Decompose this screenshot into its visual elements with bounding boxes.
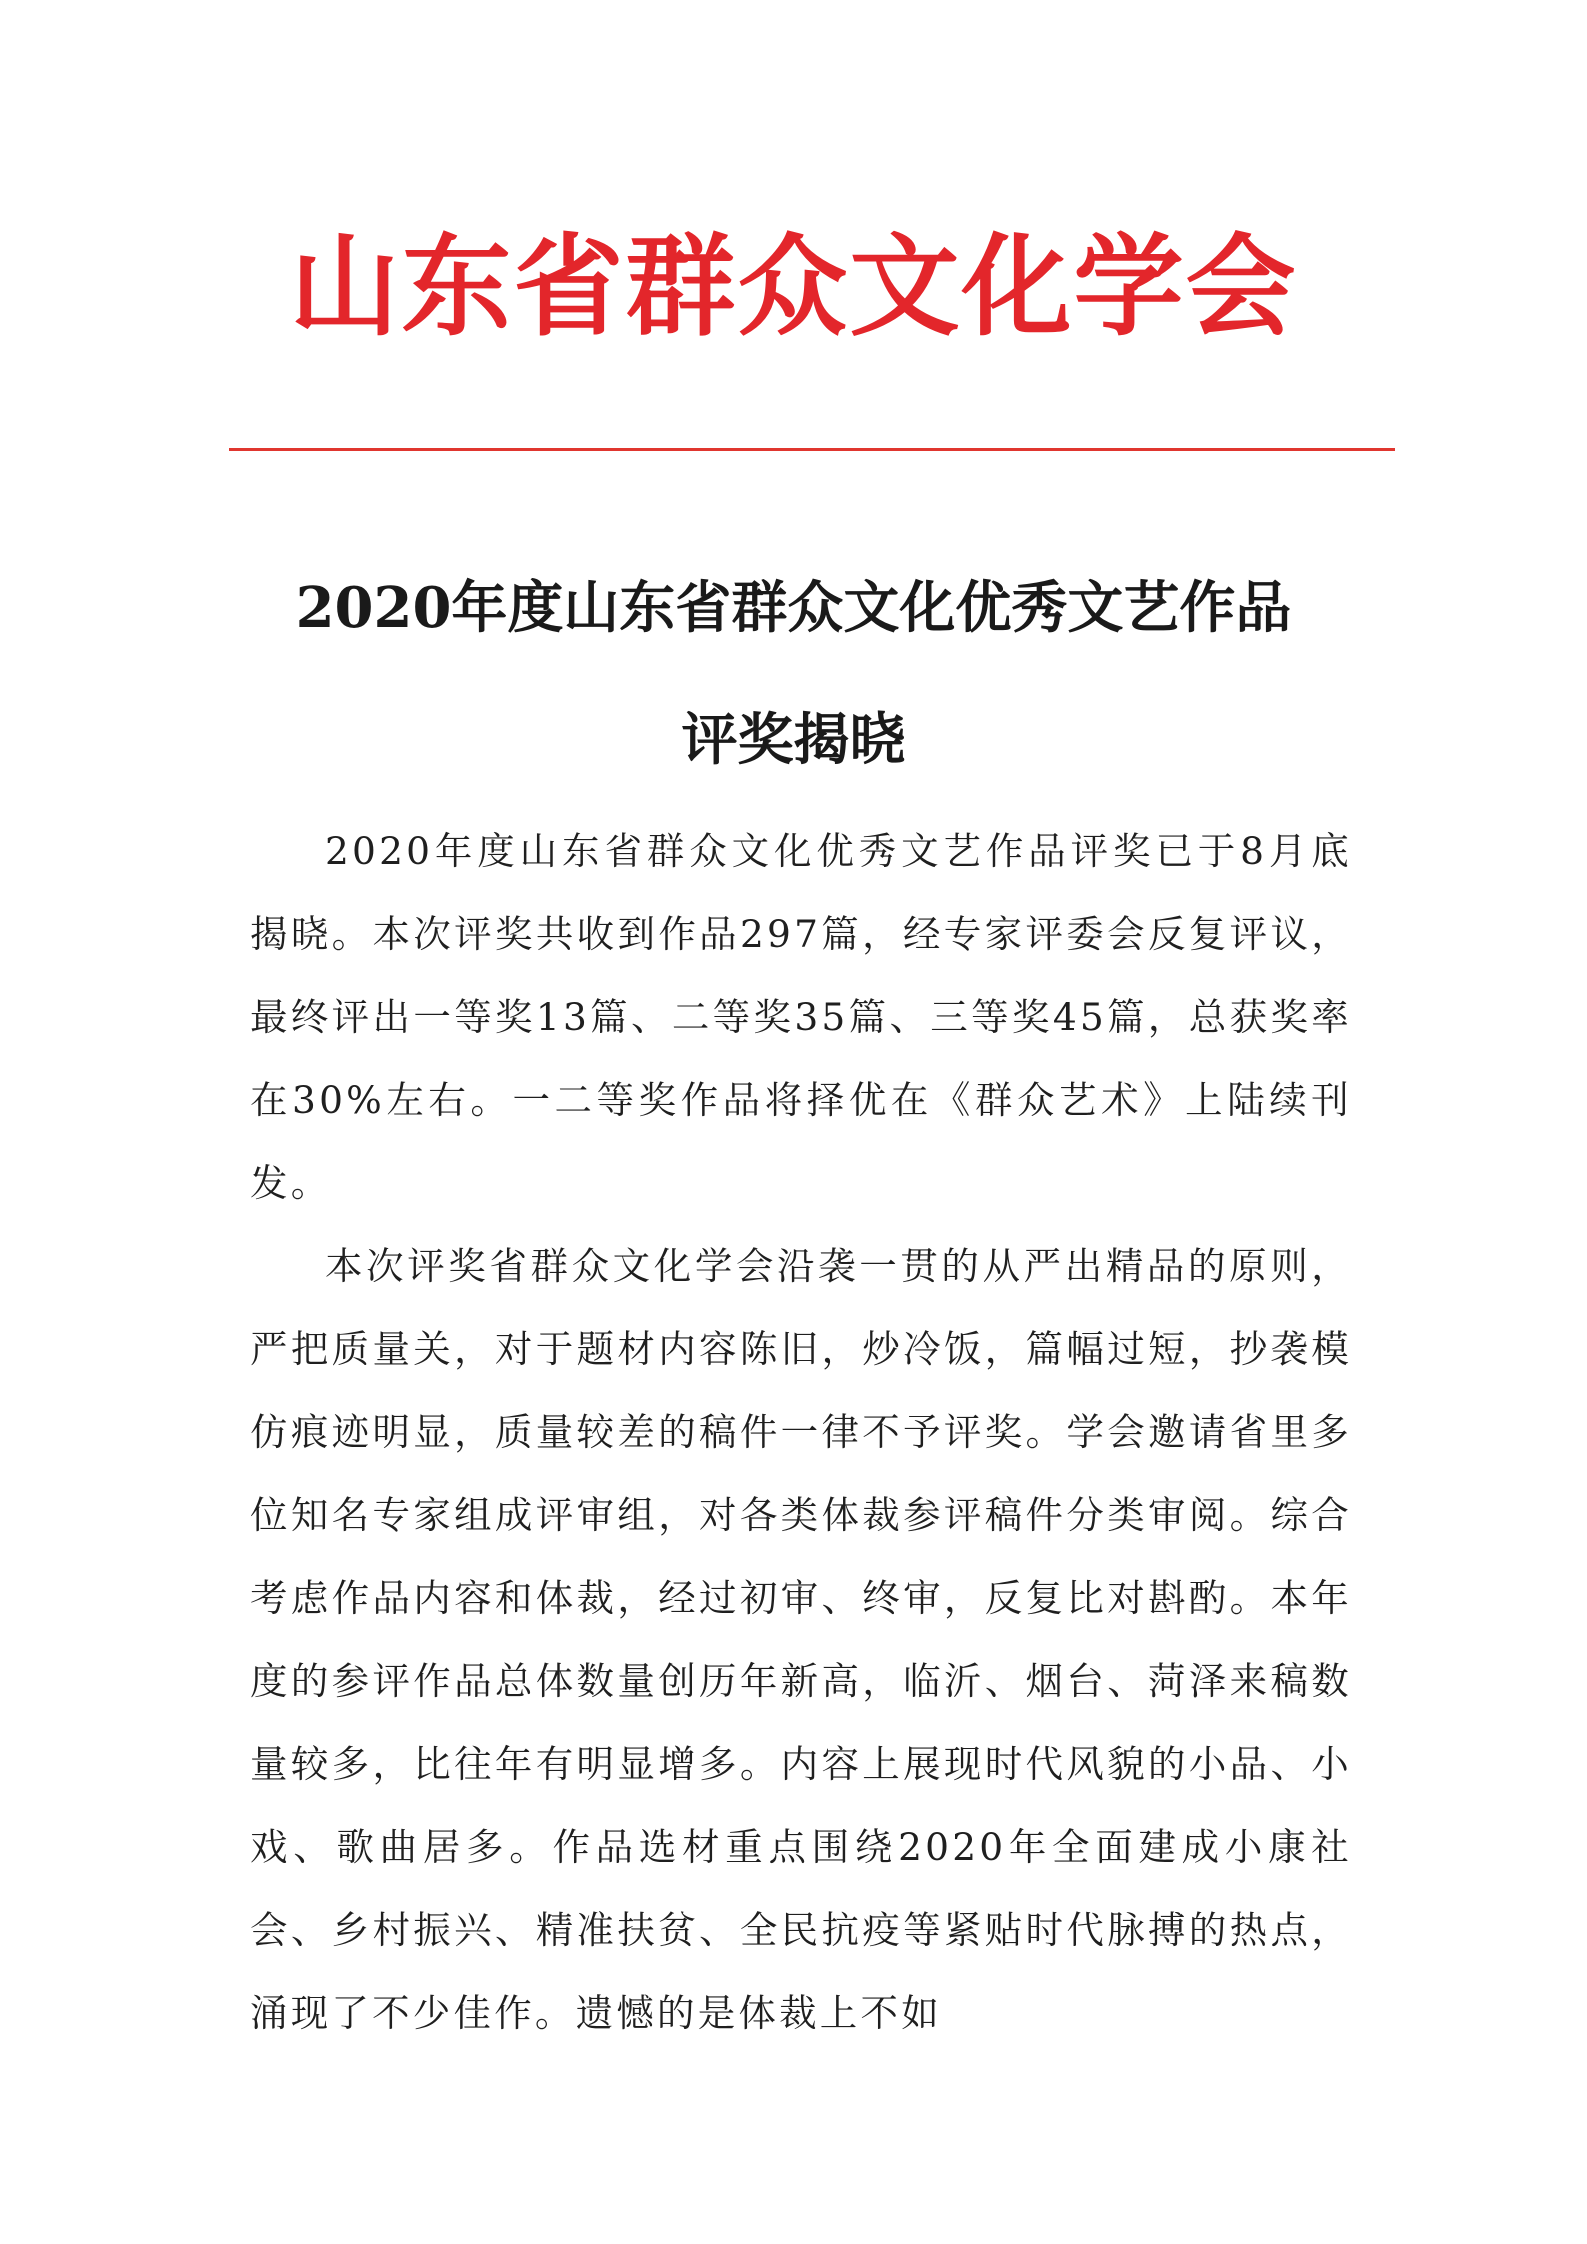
document-title-line-2: 评奖揭晓 xyxy=(681,707,906,773)
document-title-line-1: 2020年度山东省群众文化优秀文艺作品 xyxy=(295,575,1292,641)
letterhead-organization-name: 山东省群众文化学会 xyxy=(289,222,1298,351)
letterhead-divider xyxy=(229,448,1395,451)
body-paragraph-2: 本次评奖省群众文化学会沿袭一贯的从严出精品的原则，严把质量关，对于题材内容陈旧，炒冷饭，篇幅过短，抄袭模仿痕迹明显，质量较差的稿件一律不予评奖。学会邀请省里多位知名专家组成评审组，对各类体裁参评稿件分类审阅。综合考虑作品内容和体裁，经过初审、终审，反复比对斟酌。本年度的参评作品总体数量创历年新高，临沂、烟台、菏泽来稿数量较多，比往年有明显增多。内容上展现时代风貌的小品、小戏、歌曲居多。作品选材重点围绕2020年全面建成小康社会、乡村振兴、精准扶贫、全民抗疫等紧贴时代脉搏的热点，涌现了不少佳作。遗憾的是体裁上不如 xyxy=(250,1244,1352,2035)
body-paragraph-1: 2020年度山东省群众文化优秀文艺作品评奖已于8月底揭晓。本次评奖共收到作品297篇，经专家评委会反复评议，最终评出一等奖13篇、二等奖35篇、三等奖45篇，总获奖率在30%左右。一二等奖作品将择优在《群众艺术》上陆续刊发。 xyxy=(250,829,1352,1205)
document-body xyxy=(250,810,1352,2055)
